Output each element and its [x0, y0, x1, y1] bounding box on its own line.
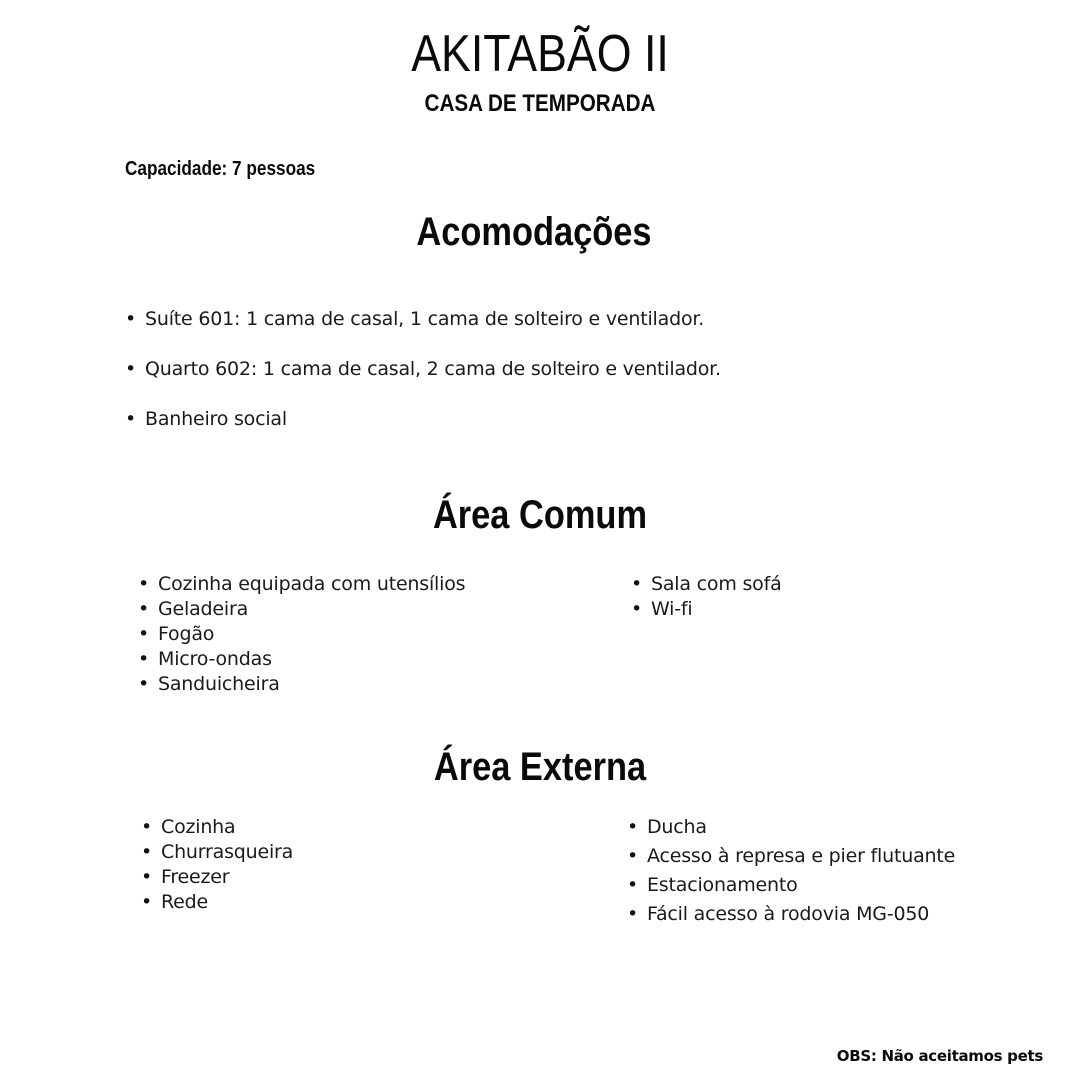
list-item-text: Suíte 601: 1 cama de casal, 1 cama de solteiro e ventilador. — [145, 308, 705, 330]
list-item-text: Fogão — [158, 623, 215, 645]
list-item-text: Geladeira — [158, 598, 249, 620]
list-item — [138, 597, 465, 622]
list-item — [125, 357, 721, 407]
bullet-icon: • — [627, 845, 639, 867]
bullet-icon: • — [125, 308, 137, 330]
list-item-text: Banheiro social — [145, 408, 287, 430]
list-item-text: Cozinha — [161, 816, 236, 838]
list-item — [125, 407, 721, 457]
bullet-icon: • — [138, 673, 150, 695]
list-item — [627, 873, 955, 902]
bullet-icon: • — [125, 358, 137, 380]
list-item — [631, 597, 782, 622]
list-item — [125, 307, 721, 357]
list-acomodacoes — [125, 307, 721, 457]
page-subtitle: CASA DE TEMPORADA — [424, 90, 656, 117]
list-area-externa-left — [141, 815, 294, 915]
list-item — [631, 572, 782, 597]
list-item — [627, 844, 956, 873]
list-area-comum-right — [631, 572, 782, 622]
list-item — [141, 865, 293, 890]
list-item — [138, 622, 465, 647]
bullet-icon: • — [138, 648, 150, 670]
bullet-icon: • — [631, 598, 643, 620]
list-item-text: Cozinha equipada com utensílios — [158, 573, 466, 595]
list-item-text: Freezer — [161, 866, 230, 888]
section-heading-area-comum: Área Comum — [432, 493, 648, 537]
list-item-text: Micro-ondas — [158, 648, 272, 670]
footer-obs-note: OBS: Não aceitamos pets — [836, 1047, 1043, 1065]
bullet-icon: • — [141, 841, 153, 863]
list-item — [141, 840, 294, 865]
list-item-text: Ducha — [647, 816, 707, 838]
list-item-text: Acesso à represa e pier flutuante — [647, 845, 956, 867]
list-item-text: Quarto 602: 1 cama de casal, 2 cama de solteiro e ventilador. — [145, 358, 721, 380]
bullet-icon: • — [138, 598, 150, 620]
list-item — [138, 572, 466, 597]
list-item-text: Estacionamento — [647, 874, 798, 896]
bullet-icon: • — [141, 866, 153, 888]
list-item-text: Sala com sofá — [651, 573, 782, 595]
bullet-icon: • — [138, 573, 150, 595]
list-item-text: Wi-fi — [651, 598, 693, 620]
list-item — [627, 815, 955, 844]
list-item-text: Rede — [161, 891, 208, 913]
bullet-icon: • — [627, 816, 639, 838]
list-item — [138, 672, 465, 697]
bullet-icon: • — [141, 891, 153, 913]
list-item-text: Fácil acesso à rodovia MG-050 — [647, 903, 930, 925]
list-item — [141, 890, 293, 915]
list-item — [138, 647, 465, 672]
bullet-icon: • — [631, 573, 643, 595]
list-item — [141, 815, 293, 840]
bullet-icon: • — [627, 874, 639, 896]
list-item-text: Churrasqueira — [161, 841, 294, 863]
bullet-icon: • — [627, 903, 639, 925]
bullet-icon: • — [138, 623, 150, 645]
list-area-externa-right — [627, 815, 956, 931]
bullet-icon: • — [125, 408, 137, 430]
list-item — [627, 902, 955, 931]
page-title: AKITABÃO II — [411, 25, 669, 83]
capacity-text: Capacidade: 7 pessoas — [125, 158, 316, 180]
bullet-icon: • — [141, 816, 153, 838]
section-heading-area-externa: Área Externa — [433, 745, 647, 789]
list-item-text: Sanduicheira — [158, 673, 280, 695]
list-area-comum-left — [138, 572, 466, 697]
section-heading-acomodacoes: Acomodações — [416, 210, 652, 254]
